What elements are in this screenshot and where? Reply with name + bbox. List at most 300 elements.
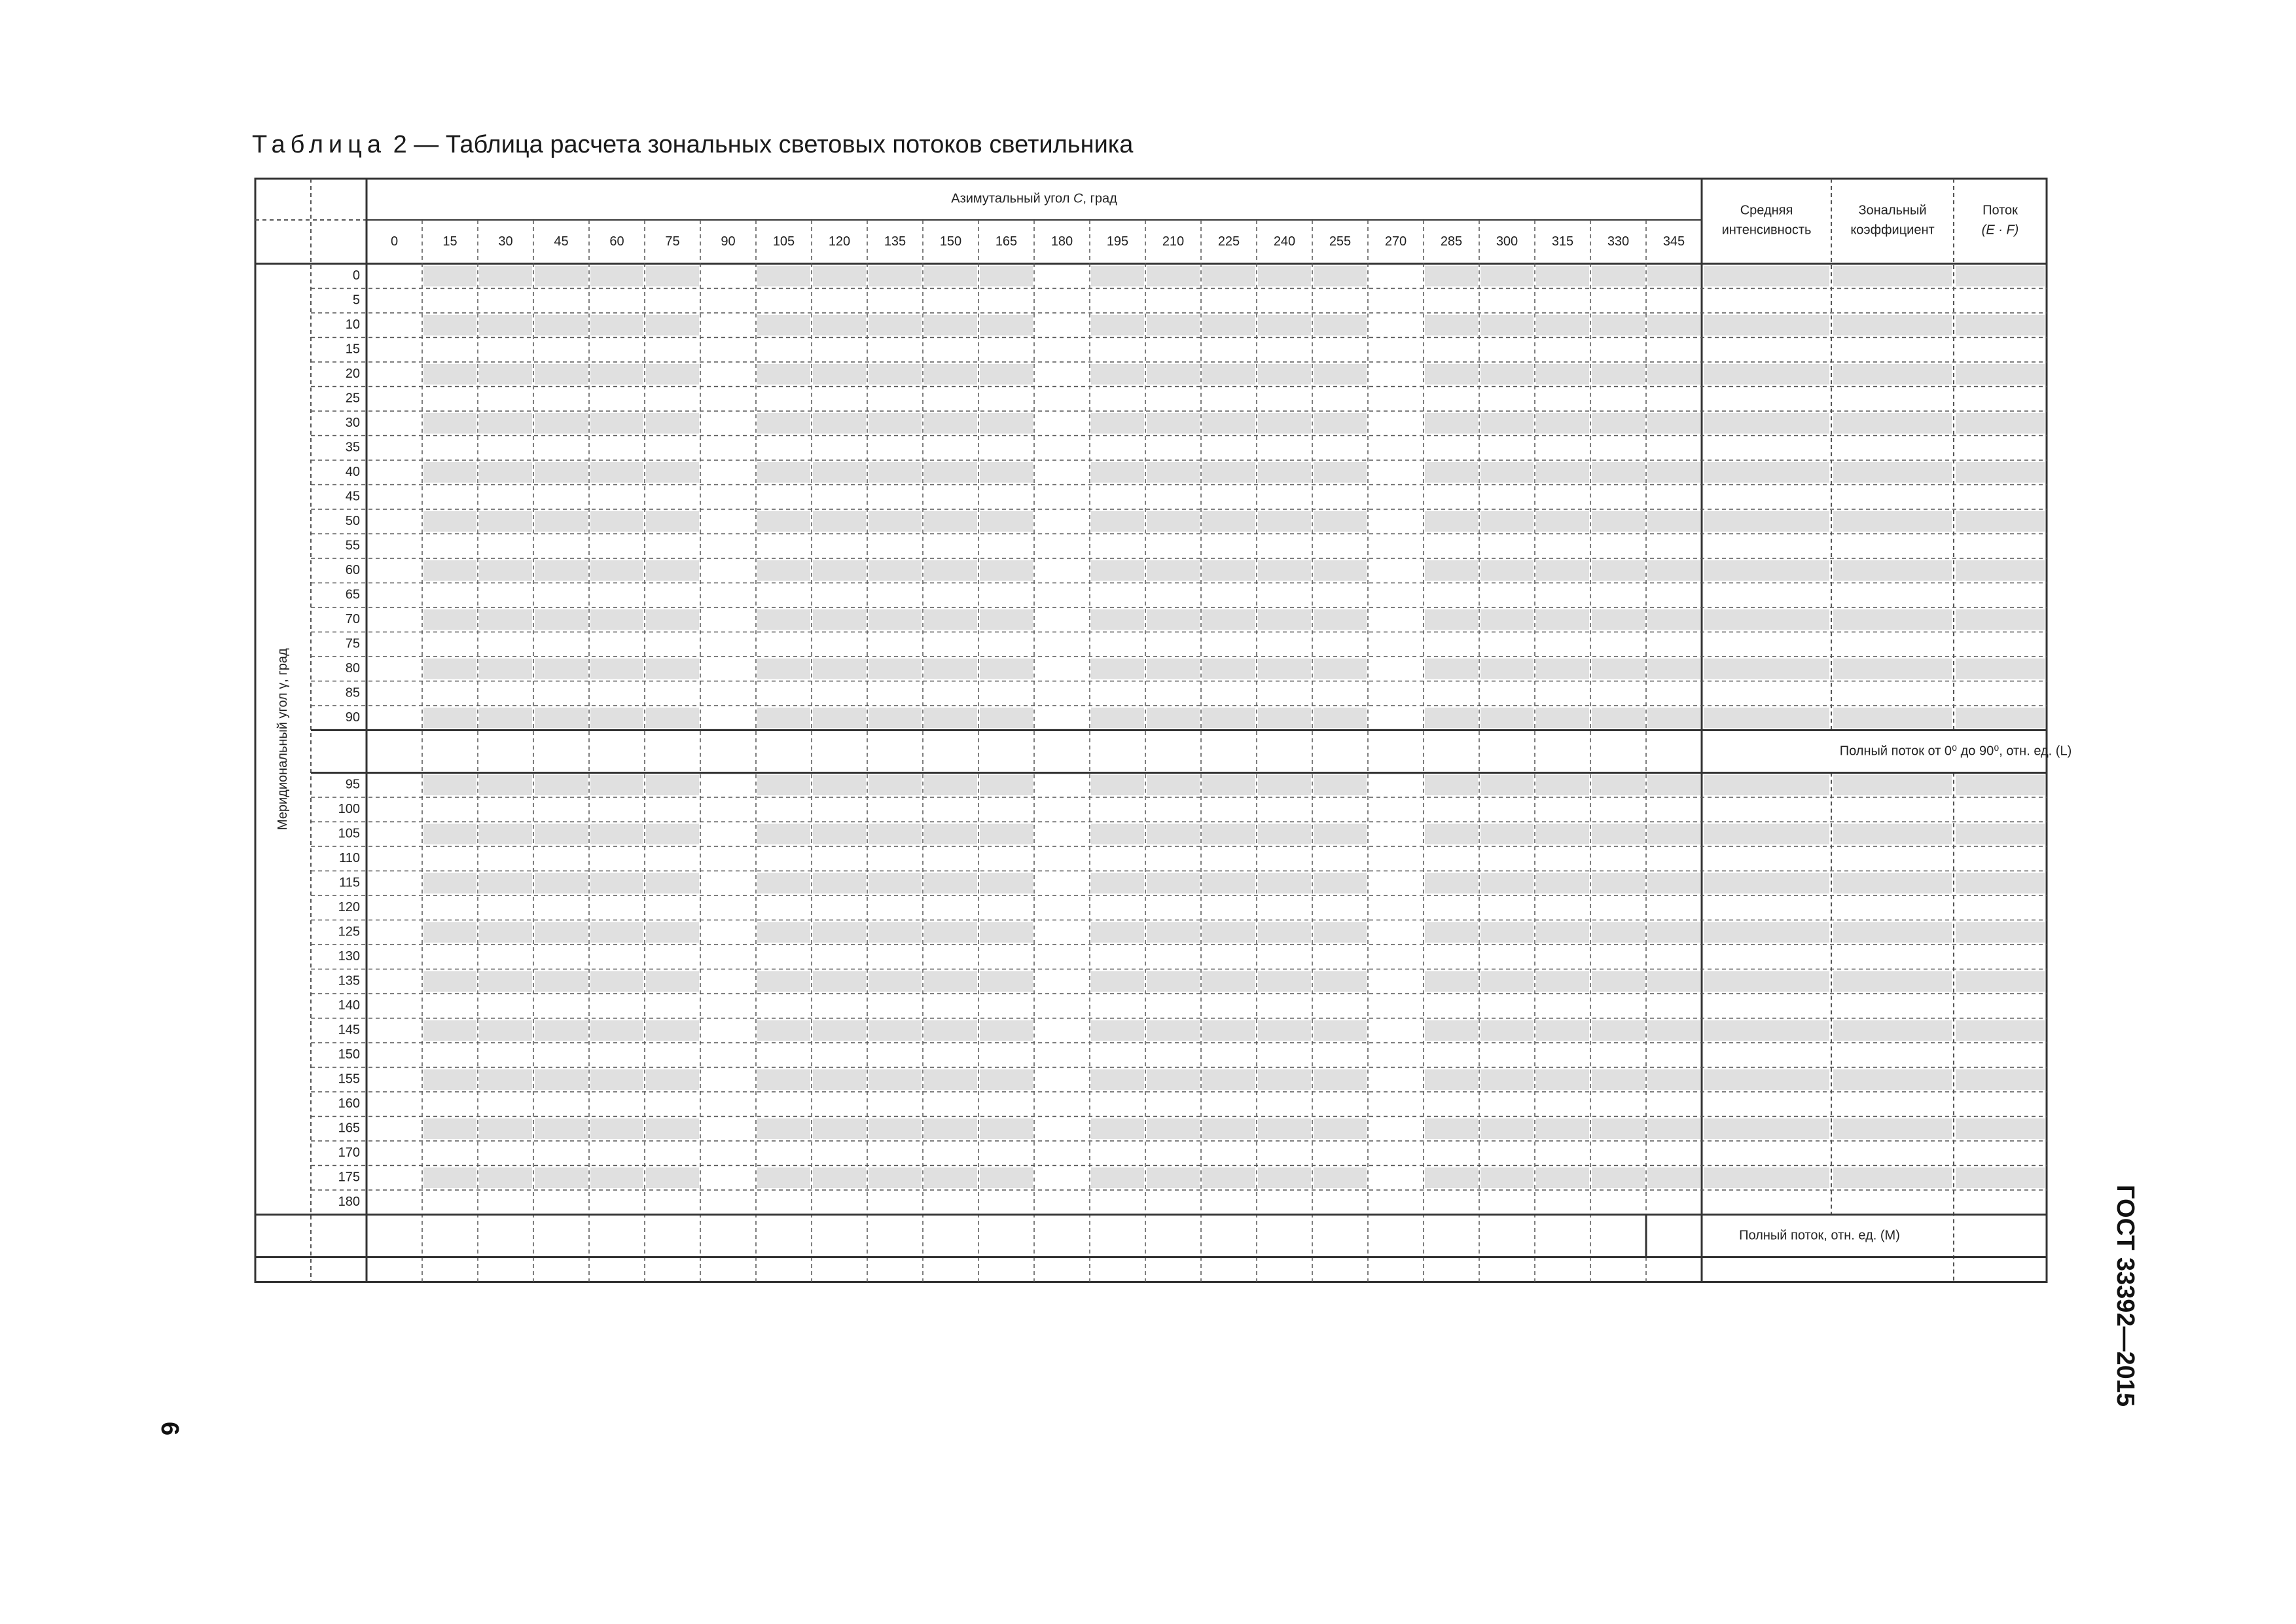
shaded-cell [1704,609,1829,630]
gamma-label: 115 [339,875,360,890]
shaded-cell [1536,922,1589,943]
gamma-label: 55 [345,538,360,553]
shaded-cell [1258,922,1311,943]
shaded-cell [924,609,977,630]
shaded-cell [1314,1070,1367,1091]
shaded-cell [1647,922,1700,943]
shaded-cell [924,708,977,729]
shaded-cell [1592,462,1645,483]
gamma-label: 50 [345,514,360,529]
shaded-cell [1202,413,1255,434]
shaded-cell [980,971,1033,992]
c-angle-label: 90 [721,234,736,249]
gamma-label: 60 [345,563,360,578]
gamma-label: 20 [345,367,360,382]
shaded-cell [646,824,699,845]
shaded-cell [757,1020,810,1041]
shaded-cell [1647,511,1700,532]
shaded-cell [1833,922,1952,943]
shaded-cell [535,971,588,992]
shaded-cell [1536,511,1589,532]
shaded-cell [1592,560,1645,581]
shaded-cell [1592,266,1645,287]
shaded-cell [980,1070,1033,1091]
shaded-cell [1091,659,1144,679]
shaded-cell [813,971,866,992]
gamma-label: 120 [338,900,360,915]
shaded-cell [1425,873,1478,894]
shaded-cell [1833,364,1952,385]
shaded-cell [1956,1070,2045,1091]
shaded-cell [423,511,476,532]
shaded-cell [1704,922,1829,943]
shaded-cell [646,413,699,434]
shaded-cell [813,364,866,385]
shaded-cell [1202,609,1255,630]
shaded-cell [1480,971,1534,992]
shaded-cell [479,1119,532,1140]
shaded-cell [1592,1119,1645,1140]
shaded-cell [590,775,643,796]
shaded-cell [1202,659,1255,679]
gamma-label: 85 [345,685,360,700]
shaded-cell [1147,511,1200,532]
shaded-cell [1704,659,1829,679]
shaded-cell [757,824,810,845]
gamma-label: 145 [338,1022,360,1038]
shaded-cell [1314,775,1367,796]
shaded-cell [423,1168,476,1189]
shaded-cell [1314,413,1367,434]
c-angle-label: 210 [1162,234,1185,249]
shaded-cell [1202,560,1255,581]
shaded-cell [1833,462,1952,483]
shaded-cell [479,1070,532,1091]
shaded-cell [1647,560,1700,581]
shaded-cell [1480,922,1534,943]
shaded-cell [646,364,699,385]
c-angle-label: 135 [884,234,906,249]
shaded-cell [535,659,588,679]
shaded-cell [1536,659,1589,679]
shaded-cell [1258,775,1311,796]
shaded-cell [590,609,643,630]
shaded-cell [1202,315,1255,336]
shaded-cell [1314,1119,1367,1140]
shaded-cell [869,873,922,894]
shaded-cell [980,560,1033,581]
shaded-cell [1956,364,2045,385]
c-angle-label: 105 [772,234,795,249]
shaded-cell [1592,413,1645,434]
shaded-cell [1314,315,1367,336]
shaded-cell [869,1168,922,1189]
shaded-cell [1592,922,1645,943]
shaded-cell [757,708,810,729]
shaded-cell [924,824,977,845]
shaded-cell [1956,659,2045,679]
shaded-cell [590,1119,643,1140]
shaded-cell [590,315,643,336]
shaded-cell [869,560,922,581]
shaded-cell [535,462,588,483]
flux-label: Поток [1982,203,2018,218]
avg-intensity-label: Средняя [1740,203,1793,218]
shaded-cell [1704,413,1829,434]
shaded-cell [646,511,699,532]
shaded-cell [1425,971,1478,992]
c-angle-label: 120 [828,234,851,249]
shaded-cell [1314,609,1367,630]
shaded-cell [1647,824,1700,845]
shaded-cell [869,511,922,532]
shaded-cell [1536,971,1589,992]
shaded-cell [479,609,532,630]
shaded-cell [1956,922,2045,943]
shaded-cell [924,971,977,992]
shaded-cell [1833,413,1952,434]
gamma-label: 0 [352,268,360,283]
shaded-cell [423,824,476,845]
shaded-cell [423,462,476,483]
shaded-cell [980,413,1033,434]
shaded-cell [423,659,476,679]
shaded-cell [924,1168,977,1189]
shaded-cell [1091,462,1144,483]
shaded-cell [646,873,699,894]
shaded-cell [590,659,643,679]
shaded-cell [1647,708,1700,729]
shaded-cell [924,462,977,483]
shaded-cell [1091,413,1144,434]
shaded-cell [1480,1168,1534,1189]
shaded-cell [1956,708,2045,729]
shaded-cell [1258,1119,1311,1140]
shaded-cell [1833,1119,1952,1140]
gamma-label: 160 [338,1096,360,1111]
shaded-cell [1647,659,1700,679]
shaded-cell [757,609,810,630]
shaded-cell [590,873,643,894]
shaded-cell [1480,413,1534,434]
shaded-cell [980,708,1033,729]
shaded-cell [757,560,810,581]
shaded-cell [813,775,866,796]
shaded-cell [1147,824,1200,845]
avg-intensity-label: интенсивность [1721,223,1812,238]
shaded-cell [980,1119,1033,1140]
shaded-cell [1091,1020,1144,1041]
shaded-cell [1425,1020,1478,1041]
shaded-cell [1147,708,1200,729]
shaded-cell [869,708,922,729]
shaded-cell [1956,315,2045,336]
shaded-cell [1258,315,1311,336]
page-number: 6 [156,1422,183,1436]
shaded-cell [869,1020,922,1041]
shaded-cell [1147,1119,1200,1140]
shaded-cell [1592,971,1645,992]
shaded-cell [1833,971,1952,992]
meridional-label: Меридиональный угол γ, град [275,648,290,831]
shaded-cell [1425,364,1478,385]
shaded-cell [646,609,699,630]
shaded-cell [924,560,977,581]
zonal-coef-label: Зональный [1858,203,1927,218]
gamma-label: 100 [338,802,360,817]
shaded-cell [1314,1020,1367,1041]
shaded-cell [1592,511,1645,532]
shaded-cell [1480,364,1534,385]
shaded-cell [1647,775,1700,796]
shaded-cell [869,971,922,992]
shaded-cell [590,266,643,287]
shaded-cell [646,1070,699,1091]
shaded-cell [1258,560,1311,581]
shaded-cell [1704,560,1829,581]
shaded-cell [869,413,922,434]
shaded-cell [1258,511,1311,532]
shaded-cell [1258,364,1311,385]
shaded-cell [980,659,1033,679]
shaded-cell [924,413,977,434]
shaded-cell [813,560,866,581]
shaded-cell [1425,922,1478,943]
shaded-cell [479,922,532,943]
shaded-cell [1258,266,1311,287]
shaded-cell [1536,462,1589,483]
shaded-cell [757,511,810,532]
shaded-cell [1091,708,1144,729]
shaded-cell [1480,659,1534,679]
shaded-cell [1202,873,1255,894]
gamma-label: 130 [338,949,360,964]
shaded-cell [590,1070,643,1091]
shaded-cell [1647,364,1700,385]
shaded-cell [1704,511,1829,532]
gamma-label: 75 [345,636,360,651]
shaded-cell [1536,609,1589,630]
shaded-cell [1956,413,2045,434]
shaded-cell [479,462,532,483]
shaded-cell [1833,824,1952,845]
c-angle-label: 285 [1440,234,1463,249]
shaded-cell [479,413,532,434]
gamma-label: 135 [338,973,360,988]
shaded-cell [1536,775,1589,796]
shaded-cell [1425,511,1478,532]
shaded-cell [1480,315,1534,336]
gamma-label: 25 [345,391,360,406]
shaded-cell [1704,775,1829,796]
shaded-cell [1704,462,1829,483]
shaded-cell [1536,824,1589,845]
c-angle-label: 225 [1217,234,1240,249]
shaded-cell [869,1070,922,1091]
gamma-label: 10 [345,317,360,333]
shaded-cell [924,315,977,336]
shaded-cell [1314,971,1367,992]
shaded-cell [869,775,922,796]
shaded-cell [1592,824,1645,845]
shaded-cell [1833,708,1952,729]
shaded-cell [1480,462,1534,483]
shaded-cell [1425,266,1478,287]
shaded-cell [1314,659,1367,679]
shaded-cell [1425,1119,1478,1140]
shaded-cell [423,266,476,287]
shaded-cell [1147,462,1200,483]
shaded-cell [423,609,476,630]
shaded-cell [1956,462,2045,483]
shaded-cell [646,315,699,336]
shaded-cell [924,266,977,287]
shaded-cell [1647,315,1700,336]
shaded-cell [1091,971,1144,992]
shaded-cell [1536,1119,1589,1140]
shaded-cell [1536,708,1589,729]
shaded-cell [1647,462,1700,483]
shaded-cell [646,560,699,581]
shaded-cell [1147,1020,1200,1041]
shaded-cell [479,560,532,581]
shaded-cell [869,266,922,287]
shaded-cell [1258,609,1311,630]
shaded-cell [535,266,588,287]
shaded-cell [1480,511,1534,532]
document-title: ГОСТ 33392—2015 [2111,1185,2139,1407]
shaded-cell [757,971,810,992]
shaded-cell [924,1020,977,1041]
shaded-cell [1704,315,1829,336]
shaded-cell [1258,971,1311,992]
shaded-cell [1592,775,1645,796]
shaded-cell [1147,413,1200,434]
shaded-cell [1091,560,1144,581]
shaded-cell [1956,1119,2045,1140]
c-angle-label: 0 [390,234,399,249]
shaded-cell [1202,1070,1255,1091]
gamma-label: 175 [338,1170,360,1185]
gamma-label: 150 [338,1047,360,1062]
shaded-cell [1202,1168,1255,1189]
c-angle-label: 195 [1106,234,1129,249]
shaded-cell [1592,708,1645,729]
shaded-cell [590,1020,643,1041]
shaded-cell [980,873,1033,894]
shaded-cell [1647,1119,1700,1140]
shaded-cell [535,922,588,943]
shaded-cell [1147,971,1200,992]
shaded-cell [535,413,588,434]
shaded-cell [980,315,1033,336]
shaded-cell [980,266,1033,287]
shaded-cell [590,708,643,729]
shaded-cell [1833,775,1952,796]
gamma-label: 155 [338,1072,360,1087]
shaded-cell [1833,1168,1952,1189]
shaded-cell [1091,266,1144,287]
c-angle-label: 240 [1273,234,1296,249]
shaded-cell [869,922,922,943]
shaded-cell [1091,315,1144,336]
flux-label: (E · F) [1981,223,2019,238]
shaded-cell [757,1119,810,1140]
gamma-label: 65 [345,587,360,602]
shaded-cell [1147,873,1200,894]
total-all-label: Полный поток, отн. ед. (M) [1739,1228,1900,1243]
shaded-cell [1704,873,1829,894]
shaded-cell [423,1070,476,1091]
gamma-label: 170 [338,1146,360,1161]
shaded-cell [869,364,922,385]
shaded-cell [1956,1020,2045,1041]
shaded-cell [813,609,866,630]
shaded-cell [1202,775,1255,796]
gamma-label: 125 [338,924,360,939]
shaded-cell [1480,1070,1534,1091]
shaded-cell [1202,824,1255,845]
shaded-cell [1314,511,1367,532]
shaded-cell [423,922,476,943]
shaded-cell [646,1119,699,1140]
shaded-cell [1314,364,1367,385]
shaded-cell [1091,511,1144,532]
shaded-cell [646,462,699,483]
shaded-cell [1833,873,1952,894]
shaded-cell [1647,971,1700,992]
c-angle-label: 165 [995,234,1018,249]
shaded-cell [924,775,977,796]
shaded-cell [1425,659,1478,679]
shaded-cell [535,1020,588,1041]
shaded-cell [924,1119,977,1140]
gamma-label: 165 [338,1121,360,1136]
shaded-cell [1091,1070,1144,1091]
shaded-cell [479,315,532,336]
shaded-cell [590,1168,643,1189]
shaded-cell [1480,266,1534,287]
shaded-cell [1592,873,1645,894]
shaded-cell [1147,1070,1200,1091]
gamma-label: 105 [338,826,360,841]
gamma-label: 95 [345,777,360,792]
shaded-cell [1480,609,1534,630]
shaded-cell [813,462,866,483]
shaded-cell [813,1020,866,1041]
gamma-label: 40 [345,465,360,480]
shaded-cell [1314,462,1367,483]
shaded-cell [757,775,810,796]
shaded-cell [1956,873,2045,894]
gamma-label: 45 [345,489,360,504]
c-angle-label: 330 [1607,234,1630,249]
shaded-cell [813,1168,866,1189]
c-angle-label: 75 [665,234,680,249]
shaded-cell [1480,1020,1534,1041]
shaded-cell [646,266,699,287]
shaded-cell [1425,413,1478,434]
shaded-cell [1480,824,1534,845]
shaded-cell [535,511,588,532]
shaded-cell [1833,315,1952,336]
caption-text: — Таблица расчета зональных световых потоков светильника [414,131,1134,158]
shaded-cell [1314,560,1367,581]
shaded-cell [646,775,699,796]
shaded-cell [646,1168,699,1189]
shaded-cell [1956,511,2045,532]
shaded-cell [1147,266,1200,287]
